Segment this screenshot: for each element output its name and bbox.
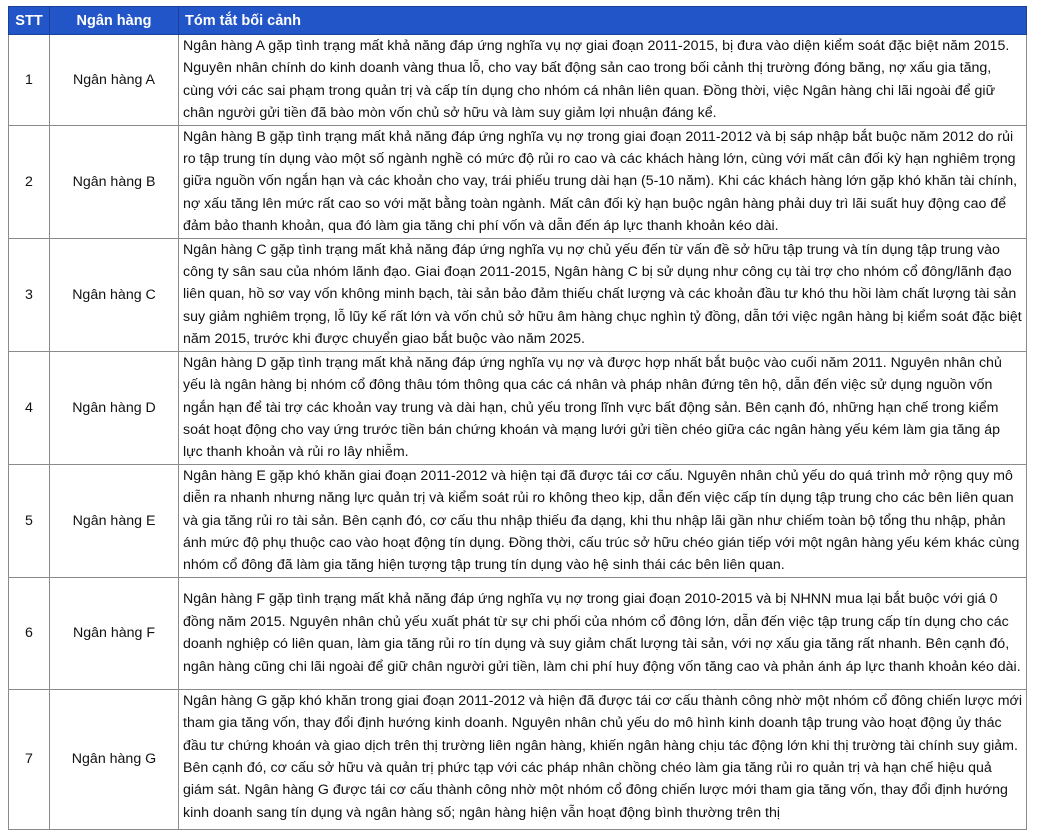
table-row [9,125,1027,238]
row-stt: 6 [9,577,50,689]
row-bank: Ngân hàng C [50,238,179,351]
table-row [9,351,1027,464]
row-summary: Ngân hàng B gặp tình trạng mất khả năng đáp ứng nghĩa vụ nợ trong giai đoạn 2011-2012 và bị sáp nhập bắt buộc năm 2012 do rủi ro tập trung tín dụng vào một số ngành nghề có mức độ rủi ro cao và các khách hàng lớn, cùng với mất cân đối kỳ hạn nghiêm trọng giữa nguồn vốn ngắn hạn và các khoản cho vay, trái phiếu trung dài hạn (5-10 năm). Khi các khách hàng lớn gặp khó khăn tài chính, nợ xấu tăng lên mức rất cao so với mặt bằng toàn ngành. Mất cân đối kỳ hạn buộc ngân hàng phải duy trì lãi suất huy động cao để đảm bảo thanh khoản, qua đó làm gia tăng chi phí vốn và dẫn đến áp lực thanh khoản kéo dài. [179,125,1027,238]
bank-summary-table-container [8,6,1026,830]
header-summary: Tóm tắt bối cảnh [179,7,1027,35]
row-summary: Ngân hàng D gặp tình trạng mất khả năng đáp ứng nghĩa vụ nợ và được hợp nhất bắt buộc vào cuối năm 2011. Nguyên nhân chủ yếu là ngân hàng bị nhóm cổ đông thâu tóm thông qua các cá nhân và pháp nhân đứng tên hộ, dẫn đến việc sử dụng nguồn vốn ngắn hạn để tài trợ các khoản vay trung và dài hạn, chủ yếu trong lĩnh vực bất động sản. Bên cạnh đó, những hạn chế trong kiểm soát hoạt động cho vay ứng trước tiền bán chứng khoán và mạng lưới gửi tiền chéo giữa các ngân hàng yếu kém làm gia tăng áp lực thanh khoản và rủi ro lây nhiễm. [179,351,1027,464]
header-stt: STT [9,7,50,35]
table-row [9,35,1027,126]
row-bank: Ngân hàng B [50,125,179,238]
row-summary: Ngân hàng E gặp khó khăn giai đoạn 2011-2012 và hiện tại đã được tái cơ cấu. Nguyên nhân chủ yếu do quá trình mở rộng quy mô diễn ra nhanh nhưng năng lực quản trị và kiểm soát rủi ro không theo kịp, dẫn đến việc cấp tín dụng tập trung cho các bên liên quan và gia tăng rủi ro tài sản. Bên cạnh đó, cơ cấu thu nhập thiếu đa dạng, khi thu nhập lãi gần như chiếm toàn bộ tổng thu nhập, phản ánh mức độ phụ thuộc cao vào hoạt động tín dụng. Đồng thời, cấu trúc sở hữu chéo gián tiếp với một ngân hàng yếu kém khác cùng nhóm cổ đông đã làm gia tăng hiện tượng tập trung tín dụng vào hệ sinh thái các bên liên quan. [179,464,1027,577]
row-stt: 7 [9,689,50,829]
row-stt: 5 [9,464,50,577]
row-summary: Ngân hàng A gặp tình trạng mất khả năng đáp ứng nghĩa vụ nợ giai đoạn 2011-2015, bị đưa vào diện kiểm soát đặc biệt năm 2015. Nguyên nhân chính do kinh doanh vàng thua lỗ, cho vay bất động sản cao trong bối cảnh thị trường đóng băng, nợ xấu gia tăng, cùng với các sai phạm trong quản trị và cấp tín dụng cho nhóm cá nhân liên quan. Đồng thời, việc Ngân hàng chi lãi ngoài để giữ chân người gửi tiền đã bào mòn vốn chủ sở hữu và làm suy giảm lợi nhuận đáng kể. [179,35,1027,126]
table-header-row [9,7,1027,35]
row-stt: 1 [9,35,50,126]
row-summary: Ngân hàng G gặp khó khăn trong giai đoạn 2011-2012 và hiện đã được tái cơ cấu thành công nhờ một nhóm cổ đông chiến lược mới tham gia tăng vốn, thay đổi định hướng kinh doanh. Nguyên nhân chủ yếu do mô hình kinh doanh tập trung vào hoạt động ủy thác đầu tư chứng khoán và giao dịch trên thị trường liên ngân hàng, khiến ngân hàng chịu tác động lớn khi thị trường tài chính suy giảm. Bên cạnh đó, cơ cấu sở hữu và quản trị phức tạp với các pháp nhân chồng chéo làm gia tăng rủi ro quản trị và hạn chế hiệu quả giám sát. Ngân hàng G được tái cơ cấu thành công nhờ một nhóm cổ đông chiến lược mới tham gia tăng vốn, thay đổi định hướng kinh doanh sang tín dụng và ngân hàng số; ngân hàng hiện vẫn hoạt động bình thường trên thị [179,689,1027,829]
table-row [9,689,1027,829]
row-stt: 4 [9,351,50,464]
bank-summary-table [8,6,1027,830]
table-row [9,464,1027,577]
row-bank: Ngân hàng G [50,689,179,829]
row-bank: Ngân hàng A [50,35,179,126]
row-stt: 2 [9,125,50,238]
header-bank: Ngân hàng [50,7,179,35]
table-row [9,238,1027,351]
row-bank: Ngân hàng F [50,577,179,689]
row-summary: Ngân hàng F gặp tình trạng mất khả năng đáp ứng nghĩa vụ nợ trong giai đoạn 2010-2015 và bị NHNN mua lại bắt buộc với giá 0 đồng năm 2015. Nguyên nhân chủ yếu xuất phát từ sự chi phối của nhóm cổ đông lớn, dẫn đến việc tập trung cấp tín dụng cho các doanh nghiệp có liên quan, làm gia tăng rủi ro tín dụng và suy giảm chất lượng tài sản, với nợ xấu gia tăng rất nhanh. Bên cạnh đó, ngân hàng cũng chi lãi ngoài để giữ chân người gửi tiền, làm chi phí huy động vốn tăng cao và phản ánh áp lực thanh khoản kéo dài. [179,577,1027,689]
row-summary: Ngân hàng C gặp tình trạng mất khả năng đáp ứng nghĩa vụ nợ chủ yếu đến từ vấn đề sở hữu tập trung và tín dụng tập trung vào công ty sân sau của nhóm lãnh đạo. Giai đoạn 2011-2015, Ngân hàng C bị sử dụng như công cụ tài trợ cho nhóm cổ đông/lãnh đạo liên quan, hồ sơ vay vốn không minh bạch, tài sản bảo đảm thiếu chất lượng và các khoản đầu tư khó thu hồi làm chất lượng tài sản suy giảm nghiêm trọng, lỗ lũy kế rất lớn và vốn chủ sở hữu âm hàng chục nghìn tỷ đồng, dẫn tới việc ngân hàng bị kiểm soát đặc biệt năm 2015, trước khi được chuyển giao bắt buộc vào năm 2025. [179,238,1027,351]
row-bank: Ngân hàng D [50,351,179,464]
row-bank: Ngân hàng E [50,464,179,577]
row-stt: 3 [9,238,50,351]
table-row [9,577,1027,689]
